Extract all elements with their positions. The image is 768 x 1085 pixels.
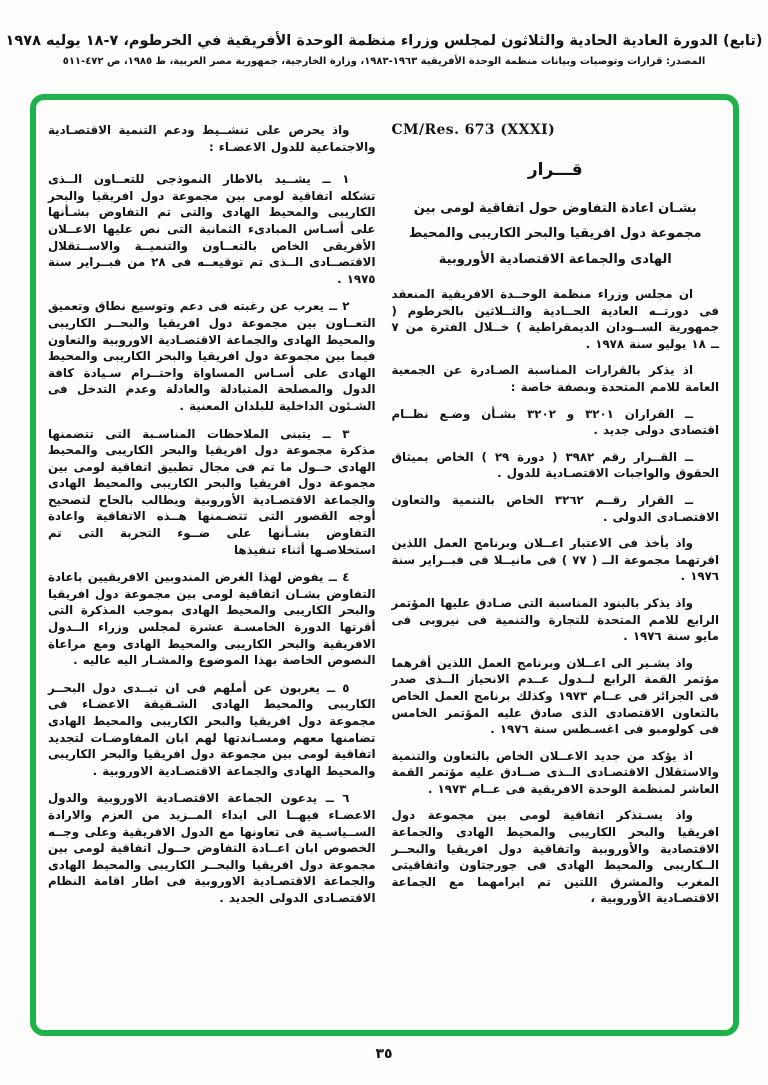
paragraph: واذ يشـير الى اعــلان وبرنامج العمل اللذين أقرهما مؤتمر القمة الرابع لــدول عــدم الانحياز الــذى صدر فى الجزائر فى عــام ١٩٧٣ وكذلك برنامج العمل الخاص بالتعاون الاقتصادى الذى صادق عليه المؤتمر الخامس فى كولومبو فى اغسـطس سنة ١٩٧٦ . <box>391 655 719 737</box>
resolution-subtitle: بشـان اعادة التفاوض حول اتفاقية لومى بين مجموعة دول افريقيا والبحر الكاريبى والمحيط الهادى والجماعة الاقتصادية الأوروبية <box>408 201 702 267</box>
right-column <box>392 116 720 1020</box>
page-number: ٣٥ <box>375 1046 393 1062</box>
paragraph-numbered-4: ٤ ــ يفوض لهذا الغرض المندوبين الافريقيين باعادة التفاوض بشـان اتفاقية لومى بين مجموعة دول افريقيا والبحر الكاريبى والمحيط الهادى بموجب المذكرة التى أقرتها الدورة الخامسـة عشرة لمجلس وزراء الــدول الافريقية والبحر الكاريبى والمحيط الهادى ومع مراعاة النصوص الخاصة بهذا الموضوع والمشـار اليه عاليه . <box>48 570 376 668</box>
paragraph-bullet: ــ القراران ٣٢٠١ و ٣٢٠٢ بشـأن وضـع نظــام اقتصادى دولى جديد . <box>391 406 719 438</box>
resolution-title: قـــرار <box>527 160 583 180</box>
paragraph-numbered-3: ٣ ــ يتبنى الملاحظات المناسـبة التى تتضمنها مذكرة مجموعة دول افريقيا والبحر الكاريبى والمحيط الهادى حــول ما تم فى مجال تطبيق اتفاقية لومى بين مجموعة دول افريقيا والبحر الكاريبى والمحيط الهادى والجماعة الاقتصـادية الأوروبية ويطالب بالحاح لتصحيح أوجه القصور التى تتضـمنها هــذه الاتفاقية واعادة التفاوض بشـأنها على ضــوء التجربة التى تم استخلاصـها أثناء تنفيذها <box>48 426 376 557</box>
paragraph-numbered-1: ١ ــ يشــيد بالاطار النموذجى للتعــاون الــذى تشكله اتفاقية لومى بين مجموعة دول افريقيا والبحر الكاريبى والمحيط الهادى والتى تم التفاوض بشـأنها على أسـاس المبادىء الثمانية التى نص عليها الاعــلان الأفريقى الخاص بالتعــاون والتنميــة والاســتقلال الاقتصــادى الــذى تم توقيعــه فى ٢٨ من فبــراير سنة ١٩٧٥ . <box>48 172 376 286</box>
paragraph-bullet: ــ القــرار رقم ٣٩٨٢ ( دورة ٢٩ ) الخاص بميثاق الحقوق والواجبات الاقتصـادية للدول . <box>391 449 719 481</box>
paragraph: اذ يذكر بالقرارات المناسبة الصـادرة عن الجمعية العامة للامم المتحدة وبصفة خاصة : <box>391 363 719 394</box>
two-column-layout <box>48 116 719 1020</box>
source-citation-line: المصدر: قرارات وتوصيات وبيانات منظمة الوحدة الأفريقية ١٩٦٣-١٩٨٣، وزارة الخارجية، جمهورية مصر العربية، ط ١٩٨٥، ص ٤٧٢-٥١١ <box>62 56 706 67</box>
session-header-line: (تابع) الدورة العادية الحادية والثلاثون لمجلس وزراء منظمة الوحدة الأفريقية في الخرطوم، ٧-١٨ يوليه ١٩٧٨ <box>5 33 763 49</box>
paragraph-numbered-6: ٦ ــ يدعون الجماعة الاقتصـادية الاوروبية والدول الاعضـاء فيهــا الى ابداء المــزيد من العزم والارادة الســياسـية فى تعاونها مع الدول الافريقية وعلى وجــه الخصوص ابان اعــادة التفاوض حــول اتفاقية لومى بين مجموعة دول افريقيا والبحــر الكاريبى والمحيط الهادى والجماعة الاقتصـادية الاوروبية فى اطار اقامة النظام الاقتصـادى الدولى الجديد . <box>48 791 376 905</box>
paragraph: واذ يذكر بالبنود المناسبة التى صـادق عليها المؤتمر الرابع للامم المتحدة للتجارة والتنمية فى نيروبى فى مايو سنة ١٩٧٦ . <box>391 595 719 644</box>
paragraph-bullet: ــ القرار رقــم ٣٢٦٢ الخاص بالتنمية والتعاون الاقتصـادى الدولى . <box>391 492 719 524</box>
paragraph: ان مجلس وزراء منظمة الوحــدة الافريقية المنعقد فى دورتــه العادية الحــادية والثــلاثين بالخرطوم ( جمهورية الســودان الديمقراطية ) خــلال الفترة من ٧ ــ ١٨ يوليو سنة ١٩٧٨ . <box>391 287 719 351</box>
document-green-frame <box>30 94 739 1036</box>
paragraph-numbered-5: ٥ ــ يعربون عن أملهم فى ان تبــدى دول البحــر الكاريبى والمحيط الهادى الشـقيقة الاعضـاء فى مجموعة دول افريقيا والبحر الكاريبى والمحيط الهادى تضامنها معهم ومسـاندتها لهم ابان المفاوضـات لتجديد اتفاقية لومى بين مجموعة دول افريقيا والبحر الكاريبى والمحيط الهادى والجماعة الاقتصـادية الاوروبية . <box>48 680 376 778</box>
paragraph: واذ يحرص على تنشــيط ودعم التنمية الاقتصـادية والاجتماعية للدول الاعضـاء : <box>48 123 376 154</box>
paragraph: واذ يأخذ فى الاعتبار اعــلان وبرنامج العمل اللذين اقرتهما مجموعة الــ ( ٧٧ ) فى مانيــلا فى فبــراير سنة ١٩٧٦ . <box>391 536 719 584</box>
page-header <box>0 0 768 67</box>
left-column <box>48 116 376 1020</box>
resolution-reference: CM/Res. 673 (XXXI) <box>391 122 556 138</box>
paragraph-numbered-2: ٢ ــ يعرب عن رغبته فى دعم وتوسيع نطاق وتعميق التعــاون بين مجموعة دول افريقيا والبحــر الكاريبى والمحيط الهادى والجماعة الاقتصـادية الاوروبية والتعاون فيما بين مجموعة دول افريقيا والبحر الكاريبى والمحيط الهادى على أسـاس المساواة واحتــرام سـيادة كافة الدول والمصلحة المتبادلة والعادلة وعدم التدخل فى الشـئون الداخلية للبلدان المعنية . <box>47 299 376 413</box>
paragraph: اذ يؤكد من جديد الاعــلان الخاص بالتعاون والتنمية والاستقلال الاقتصـادى الــذى صــادق عليه مؤتمر القمة العاشر لمنظمة الوحدة الافريقية فى عــام ١٩٧٣ . <box>391 748 719 796</box>
paragraph: واذ يسـتذكر اتفاقية لومى بين مجموعة دول افريقيا والبحر الكاريبى والمحيط الهادى والجماعة الاقتصادية والأوروبية واتفاقية دول افريقيا والبحــر الــكاريبى والمحيط الهادى فى جورجتاون واتفاقيتى المغرب والمشرق اللتين تم ابرامهما مع الجماعة الاقتصـادية الأوروبية ، <box>391 808 719 906</box>
